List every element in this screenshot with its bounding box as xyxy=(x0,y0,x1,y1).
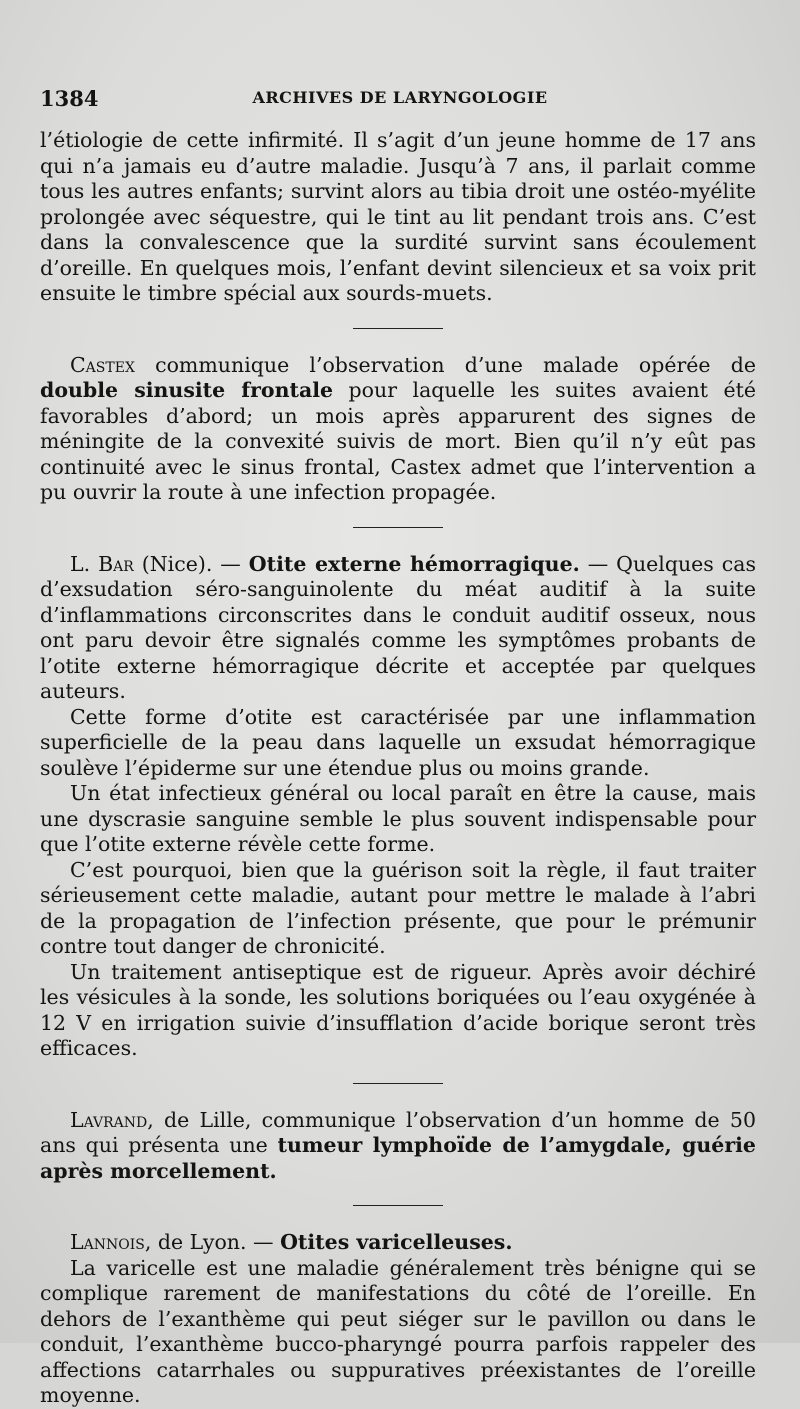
bar-paragraph-2: Cette forme d’otite est caractérisée par une inflammation superficielle de la peau dans laquelle un exsudat hémorragique soulève l’épiderme sur une étendue plus ou moins grande. xyxy=(40,704,756,780)
author-name: Bar xyxy=(98,551,134,576)
article-title: Otite externe hémorragique. xyxy=(248,551,580,576)
bar-paragraph-4: C’est pourquoi, bien que la guérison soit la règle, il faut traiter sérieusement cette maladie, autant pour mettre le malade à l’abri de la propagation de l’infection présente, que pour le prémunir contre tout danger de chronicité. xyxy=(40,857,756,958)
bar-paragraph-5: Un traitement antiseptique est de rigueur. Après avoir déchiré les vésicules à la sonde, les solutions boriquées ou l’eau oxygénée à 12 V en irrigation suivie d’insufflation d’acide borique seront très efficaces. xyxy=(40,959,756,1060)
section-divider xyxy=(353,1205,443,1206)
article-title: Otites varicelleuses. xyxy=(280,1230,513,1254)
section-divider xyxy=(353,328,443,329)
page-header xyxy=(40,86,760,114)
author-name: Lannois xyxy=(70,1230,145,1254)
bar-paragraph: L. Bar (Nice). — Otite externe hémorragique. — Quelques cas d’exsudation séro-sanguinolente du méat auditif à la suite d’inflammations circonscrites dans le conduit auditif osseux, nous ont paru devoir être signalés comme les symptômes probants de l’otite externe hémorragique décrite et acceptée par quelques auteurs. xyxy=(40,551,756,703)
bold-term: double sinusite frontale xyxy=(40,378,334,402)
section-divider xyxy=(353,1083,443,1084)
bold-term: tumeur lymphoïde de l’amygdale, guérie après morcellement. xyxy=(40,1133,756,1183)
bar-paragraph-3: Un état infectieux général ou local paraît en être la cause, mais une dyscrasie sanguine semble le plus souvent indispensable pour que l’otite externe révèle cette forme. xyxy=(40,781,756,856)
page-body xyxy=(40,128,756,1409)
author-name: Lavrand xyxy=(70,1107,148,1132)
castex-paragraph: Castex communique l’observation d’une malade opérée de double sinusite frontale pour laquelle les suites avaient été favorables d’abord; un mois après apparurent des signes de méningite de la convexité suivis de mort. Bien qu’il n’y eût pas continuité avec le sinus frontal, Castex admet que l’intervention a pu ouvrir la route à une infection propagée. xyxy=(40,352,756,504)
section-divider xyxy=(353,527,443,528)
running-title: ARCHIVES DE LARYNGOLOGIE xyxy=(252,88,548,107)
lavrand-paragraph: Lavrand, de Lille, communique l’observation d’un homme de 50 ans qui présenta une tumeur lymphoïde de l’amygdale, guérie après morcellement. xyxy=(40,1107,756,1183)
page-number: 1384 xyxy=(40,86,99,111)
intro-paragraph: l’étiologie de cette infirmité. Il s’agit d’un jeune homme de 17 ans qui n’a jamais eu d’autre maladie. Jusqu’à 7 ans, il parlait comme tous les autres enfants; survint alors au tibia droit une ostéo-myélite prolongée avec séquestre, qui le tint au lit pendant trois ans. C’est dans la convalescence que la surdité survint sans écoulement d’oreille. En quelques mois, l’enfant devint silencieux et sa voix prit ensuite le timbre spécial aux sourds-muets. xyxy=(40,128,756,305)
lannois-paragraph: La varicelle est une maladie généralement très bénigne qui se complique rarement de manifestations du côté de l’oreille. En dehors de l’exanthème qui peut siéger sur le pavillon ou dans le conduit, l’exanthème bucco-pharyngé pourra parfois rappeler des affections catarrhales ou suppuratives préexistantes de l’oreille moyenne. xyxy=(40,1255,756,1407)
author-name: Castex xyxy=(70,352,135,377)
lannois-heading: Lannois, de Lyon. — Otites varicelleuses. xyxy=(70,1230,513,1254)
